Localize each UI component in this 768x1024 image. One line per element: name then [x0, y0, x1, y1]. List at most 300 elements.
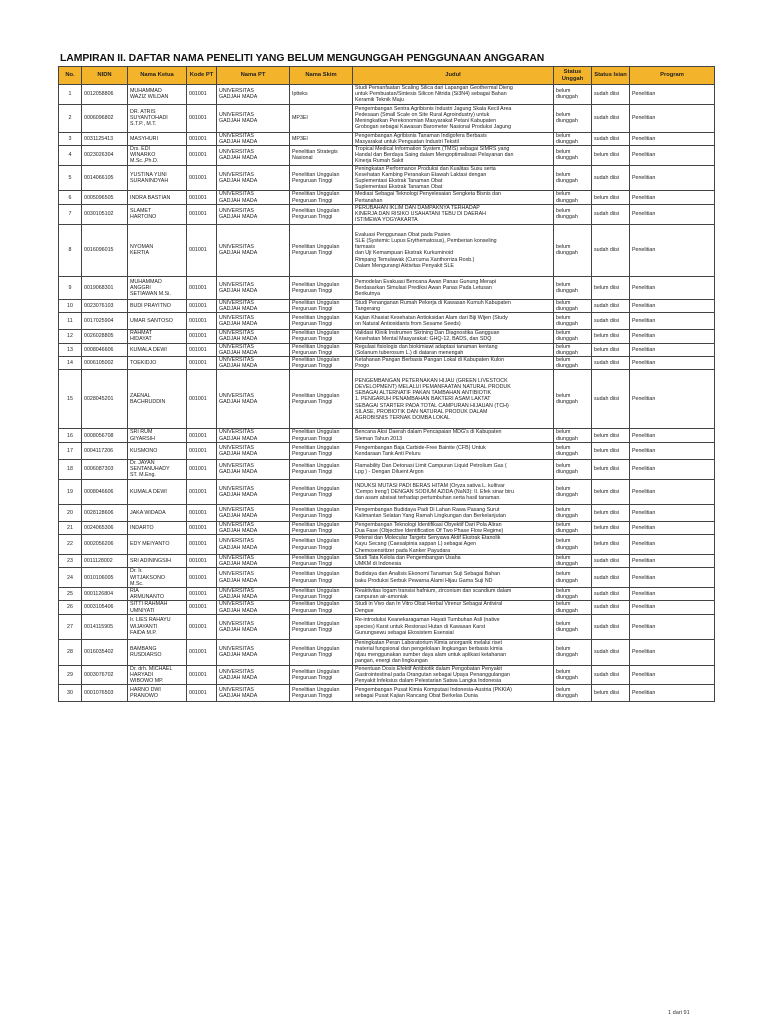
- col-header-judul: Judul: [353, 67, 554, 85]
- cell-status-unggah: [554, 357, 592, 370]
- cell-status-unggah-text: belum diunggah: [556, 620, 578, 633]
- cell-status-isian: [592, 504, 630, 521]
- cell-kode-pt-text: 001001: [189, 194, 207, 201]
- table-row: [59, 85, 715, 105]
- cell-nama-pt: [217, 568, 290, 588]
- cell-program: [630, 568, 715, 588]
- cell-nama-pt-text: UNIVERSITAS GADJAH MADA: [219, 571, 258, 584]
- cell-program-text: Penelitian: [632, 346, 656, 353]
- cell-nama-pt: [217, 330, 290, 343]
- cell-no: [59, 568, 82, 588]
- cell-status-unggah: [554, 104, 592, 132]
- cell-no: [59, 204, 82, 224]
- cell-kode-pt-text: 001001: [189, 333, 207, 340]
- cell-nama-ketua-text: DR. ATRIS SUYANTOHADI S.T.P., M.T.: [130, 108, 168, 128]
- cell-no-text: 15: [67, 396, 73, 403]
- cell-nidn-text: 0011128002: [84, 557, 113, 564]
- cell-status-unggah-text: belum diunggah: [556, 601, 578, 614]
- cell-no-text: 26: [67, 604, 73, 611]
- cell-nidn-text: 0008046606: [84, 488, 114, 495]
- cell-nama-ketua-text: UMAR SANTOSO: [130, 318, 173, 325]
- cell-status-isian-text: sudah diisi: [594, 302, 620, 309]
- cell-nidn: [82, 299, 128, 312]
- table-row: [59, 614, 715, 639]
- cell-status-unggah: [554, 685, 592, 702]
- cell-program-text: Penelitian: [632, 211, 656, 218]
- cell-nidn-text: 0031125413: [84, 135, 114, 142]
- table-row: [59, 685, 715, 702]
- cell-status-isian: [592, 554, 630, 567]
- cell-nama-ketua-text: SRI ADININGSIH: [130, 557, 171, 564]
- cell-no-text: 13: [67, 346, 73, 353]
- cell-nama-skim-text: Penelitian Unggulan Perguruan Tinggi: [292, 330, 340, 343]
- cell-nama-skim: [290, 276, 353, 299]
- cell-judul-text: Potensi dan Molecular Targets Senyawa Aktif Ekstrak Etanolik Kayu Secang (Caesalpinia sappan L) sebagai Agen Chemosensitizer pada Kanker Payudara: [355, 535, 501, 554]
- cell-program-text: Penelitian: [632, 649, 656, 656]
- cell-status-isian-text: sudah diisi: [594, 174, 620, 181]
- cell-program: [630, 614, 715, 639]
- cell-status-isian: [592, 614, 630, 639]
- table-row: [59, 535, 715, 555]
- cell-status-isian-text: belum diisi: [594, 284, 620, 291]
- cell-program-text: Penelitian: [632, 333, 656, 340]
- cell-nama-ketua: [128, 587, 187, 600]
- cell-no-text: 7: [68, 211, 72, 218]
- cell-judul: [353, 479, 554, 504]
- cell-status-unggah: [554, 535, 592, 555]
- cell-nama-pt: [217, 343, 290, 356]
- cell-nama-pt: [217, 276, 290, 299]
- cell-kode-pt: [187, 132, 217, 145]
- cell-status-isian: [592, 191, 630, 204]
- cell-status-isian: [592, 276, 630, 299]
- cell-judul: [353, 276, 554, 299]
- cell-nama-ketua: [128, 639, 187, 665]
- cell-nama-ketua: [128, 554, 187, 567]
- table-row: [59, 587, 715, 600]
- cell-nama-ketua-text: Drs. EDI WINARKO M.Sc.,Ph.D.: [130, 146, 159, 165]
- cell-nama-pt: [217, 299, 290, 312]
- cell-nama-pt-text: UNIVERSITAS GADJAH MADA: [219, 444, 258, 457]
- cell-no: [59, 614, 82, 639]
- cell-judul-text: Flamability Dan Detonasi Limit Campuran Liquid Petrolium Gas ( Lpg ) - Dengan Diluent Argon: [355, 463, 507, 476]
- cell-status-unggah-text: belum diunggah: [556, 171, 578, 185]
- cell-nama-skim-text: Penelitian Unggulan Perguruan Tinggi: [292, 554, 340, 568]
- table-row: [59, 429, 715, 442]
- cell-nama-ketua-text: RAHMAT HIDAYAT: [130, 330, 152, 343]
- cell-status-isian: [592, 104, 630, 132]
- cell-kode-pt: [187, 587, 217, 600]
- cell-no-text: 20: [67, 509, 73, 516]
- cell-nama-skim: [290, 85, 353, 105]
- cell-program: [630, 554, 715, 567]
- cell-nidn: [82, 614, 128, 639]
- table-row: [59, 224, 715, 276]
- cell-no: [59, 132, 82, 145]
- cell-judul-text: Evaluasi Penggunaan Obat pada Pasien SLE (Systemic Lupus Erythematosus), Pemberian konseling farmasis dan Uji Kemampuan Ekstrak Kurkuminoid Rimpang Temulawak (Curcuma Xanthorriza Roxb.) Dalam Mengurangi Aktivitas Penyakit SLE: [355, 231, 497, 269]
- cell-program: [630, 639, 715, 665]
- cell-no-text: 19: [67, 488, 73, 495]
- cell-nama-ketua: [128, 313, 187, 330]
- cell-no-text: 5: [68, 174, 72, 181]
- cell-status-isian-text: belum diisi: [594, 690, 620, 697]
- cell-no-text: 18: [67, 466, 73, 473]
- cell-nama-pt-text: UNIVERSITAS GADJAH MADA: [219, 506, 258, 519]
- table-row: [59, 299, 715, 312]
- table-row: [59, 601, 715, 614]
- cell-nama-pt-text: UNIVERSITAS GADJAH MADA: [219, 132, 258, 145]
- cell-nama-ketua: [128, 459, 187, 479]
- table-row: [59, 639, 715, 665]
- cell-no-text: 12: [67, 333, 73, 340]
- cell-nama-pt: [217, 521, 290, 534]
- cell-kode-pt: [187, 165, 217, 191]
- cell-nidn: [82, 165, 128, 191]
- cell-nama-pt: [217, 479, 290, 504]
- cell-nama-skim: [290, 521, 353, 534]
- cell-judul: [353, 504, 554, 521]
- cell-nama-pt-text: UNIVERSITAS GADJAH MADA: [219, 521, 258, 535]
- cell-nidn-text: 0017025904: [84, 318, 114, 325]
- cell-judul-text: Studi Pemanfaatan Scaling Silica dari Lapangan Geothermal Dieng untuk Pembuatan/Sintesis Silicon Nitrida (Si3N4) sebagai Bahan Keramik Teknik Maju: [355, 85, 513, 104]
- cell-kode-pt-text: 001001: [189, 524, 207, 531]
- cell-nama-ketua-text: MASYHURI: [130, 135, 158, 142]
- cell-nama-pt: [217, 313, 290, 330]
- cell-nama-ketua: [128, 521, 187, 534]
- cell-status-isian-text: sudah diisi: [594, 557, 620, 564]
- cell-status-unggah-text: belum diunggah: [556, 357, 578, 370]
- cell-nama-skim-text: Penelitian Unggulan Perguruan Tinggi: [292, 315, 340, 328]
- cell-no-text: 1: [68, 91, 72, 98]
- cell-nama-ketua: [128, 614, 187, 639]
- cell-no-text: 3: [68, 135, 72, 142]
- cell-nama-ketua: [128, 132, 187, 145]
- cell-status-isian-text: sudah diisi: [594, 318, 620, 325]
- cell-kode-pt: [187, 521, 217, 534]
- cell-kode-pt-text: 001001: [189, 432, 207, 439]
- cell-judul: [353, 554, 554, 567]
- page-number: 1 dari 91: [668, 1010, 690, 1016]
- cell-nama-skim: [290, 614, 353, 639]
- cell-nama-pt: [217, 504, 290, 521]
- table-row: [59, 313, 715, 330]
- cell-nidn: [82, 685, 128, 702]
- cell-nama-ketua: [128, 442, 187, 459]
- cell-nama-pt: [217, 614, 290, 639]
- cell-no-text: 4: [68, 152, 72, 159]
- cell-nama-skim-text: Penelitian Unggulan Perguruan Tinggi: [292, 244, 340, 257]
- cell-status-isian-text: belum diisi: [594, 524, 620, 531]
- cell-nama-pt: [217, 165, 290, 191]
- cell-nidn-text: 0014066105: [84, 174, 114, 181]
- cell-nidn-text: 0016035402: [84, 649, 114, 656]
- cell-nidn: [82, 639, 128, 665]
- cell-nama-skim: [290, 442, 353, 459]
- cell-no-text: 17: [67, 447, 73, 454]
- cell-judul: [353, 568, 554, 588]
- cell-judul-text: Pengembangan Sentra Agribisnis Industri Jagung Skala Kecil Area Pedesaan (Small Scale on Site Rural Agroindustry) untuk Meningkatkan Perekonomian Masyarakat Petani Kabupaten Grobogan sebagai Kawasan Barometer Nasional Produksi Jagung: [355, 105, 512, 131]
- cell-nidn: [82, 665, 128, 685]
- cell-nama-skim: [290, 685, 353, 702]
- cell-nidn-text: 0001126804: [84, 591, 114, 597]
- cell-kode-pt-text: 001001: [189, 135, 207, 142]
- cell-nama-ketua: [128, 191, 187, 204]
- cell-nama-pt: [217, 357, 290, 370]
- cell-judul: [353, 224, 554, 276]
- cell-judul-text: PENGEMBANGAN PETERNAKAN HIJAU (GREEN LIVESTOCK DEVELOPMENT) MELALUI PEMANFAATAN NATURAL PRODUK SEBAGAI ALTERNATIF PAKAN TAMBAHAN ANTIBIOTIK 1. PENGARUH PENAMBAHAN BAKTERI ASAM LAKTAT SEBAGAI STARTER PADA TOTAL CAMPURAN HIJAUAN (TCH) SILASE, PROBIOTIK DAN NATURAL PRODUK DALAM AGROBISNIS TERNAK DOMBA LOKAL: [355, 377, 511, 421]
- cell-status-isian: [592, 521, 630, 534]
- cell-kode-pt-text: 001001: [189, 302, 207, 309]
- cell-program-text: Penelitian: [632, 91, 656, 98]
- cell-judul: [353, 614, 554, 639]
- cell-nama-pt: [217, 429, 290, 442]
- cell-nidn: [82, 343, 128, 356]
- cell-program: [630, 191, 715, 204]
- col-header-nidn: NIDN: [82, 67, 128, 85]
- cell-nama-skim: [290, 370, 353, 429]
- cell-status-unggah-text: belum diunggah: [556, 149, 578, 162]
- cell-judul-text: Peningkatan Performance Produksi dan Kualitas Susu serta Kesehatan Kambing Peranakan Etawah Laktasi dengan Suplementasi Ekstrak Tanaman Obat Suplementasi Ekstrak Tanaman Obat: [355, 165, 496, 191]
- cell-program: [630, 479, 715, 504]
- cell-judul-text: Mediasi Sebagai Teknologi Penyelesaian Sengketa Bisnis dan Pertanahan: [355, 191, 501, 204]
- cell-status-isian-text: belum diisi: [594, 541, 620, 548]
- cell-program: [630, 504, 715, 521]
- cell-nidn-text: 0024065306: [84, 524, 114, 531]
- cell-nidn: [82, 587, 128, 600]
- cell-no-text: 6: [68, 194, 72, 201]
- cell-nama-skim: [290, 343, 353, 356]
- cell-nidn: [82, 504, 128, 521]
- cell-no: [59, 85, 82, 105]
- cell-program: [630, 165, 715, 191]
- cell-nama-ketua: [128, 504, 187, 521]
- cell-nama-skim: [290, 587, 353, 600]
- cell-nama-pt-text: UNIVERSITAS GADJAH MADA: [219, 686, 258, 700]
- cell-status-unggah-text: belum diunggah: [556, 521, 578, 535]
- page-title: LAMPIRAN II. DAFTAR NAMA PENELITI YANG BELUM MENGUNGGAH PENGGUNAAN ANGGARAN: [60, 53, 545, 64]
- cell-no: [59, 601, 82, 614]
- cell-nama-skim: [290, 504, 353, 521]
- cell-nidn-text: 0026028805: [84, 333, 114, 340]
- cell-status-unggah: [554, 343, 592, 356]
- cell-nidn-text: 0006096802: [84, 115, 114, 121]
- cell-judul-text: Regulasi fisiologis dan biokimiawi adaptasi tanaman kentang (Solanum tuberosum L.) di dataran menengah: [355, 343, 498, 356]
- cell-kode-pt-text: 001001: [189, 346, 207, 353]
- cell-nama-pt-text: UNIVERSITAS GADJAH MADA: [219, 281, 258, 294]
- cell-program-text: Penelitian: [632, 174, 656, 181]
- table-row: [59, 357, 715, 370]
- cell-nama-pt: [217, 204, 290, 224]
- cell-nidn-text: 0014115905: [84, 623, 114, 630]
- cell-status-isian: [592, 665, 630, 685]
- cell-kode-pt: [187, 535, 217, 555]
- cell-nama-skim: [290, 330, 353, 343]
- cell-status-unggah-text: belum diunggah: [556, 587, 578, 601]
- cell-status-unggah: [554, 614, 592, 639]
- cell-program: [630, 429, 715, 442]
- table-row: [59, 554, 715, 567]
- col-header-nama-pt: Nama PT: [217, 67, 290, 85]
- cell-program: [630, 299, 715, 312]
- cell-program-text: Penelitian: [632, 396, 656, 403]
- cell-nama-ketua: [128, 665, 187, 685]
- cell-no: [59, 104, 82, 132]
- cell-nama-skim-text: Penelitian Unggulan Perguruan Tinggi: [292, 357, 340, 370]
- col-header-no: No.: [59, 67, 82, 85]
- cell-kode-pt-text: 001001: [189, 541, 207, 548]
- cell-program-text: Penelitian: [632, 115, 656, 121]
- cell-nama-ketua-text: Ir. LIES RAHAYU WIJAYANTI FAIDA M.P.: [130, 617, 171, 636]
- cell-program: [630, 330, 715, 343]
- cell-kode-pt: [187, 601, 217, 614]
- cell-no-text: 27: [67, 623, 73, 630]
- cell-kode-pt: [187, 204, 217, 224]
- cell-status-unggah: [554, 132, 592, 145]
- cell-nidn-text: 0003105406: [84, 604, 114, 611]
- cell-judul-text: Bencana Aksi Daerah dalam Pencapaian MDG's di Kabupaten Sleman Tahun 2013: [355, 429, 502, 442]
- cell-status-unggah: [554, 313, 592, 330]
- cell-program: [630, 204, 715, 224]
- cell-nama-ketua: [128, 85, 187, 105]
- cell-judul: [353, 204, 554, 224]
- cell-kode-pt-text: 001001: [189, 488, 207, 495]
- cell-program-text: Penelitian: [632, 591, 656, 597]
- cell-no: [59, 343, 82, 356]
- cell-status-isian-text: belum diisi: [594, 432, 620, 439]
- cell-program: [630, 104, 715, 132]
- cell-no: [59, 479, 82, 504]
- cell-no: [59, 554, 82, 567]
- table-row: [59, 370, 715, 429]
- cell-program: [630, 442, 715, 459]
- cell-status-isian-text: sudah diisi: [594, 649, 620, 656]
- cell-kode-pt: [187, 639, 217, 665]
- cell-nidn: [82, 204, 128, 224]
- cell-nama-skim-text: Penelitian Unggulan Perguruan Tinggi: [292, 463, 340, 476]
- cell-nama-ketua-text: EDY MEIYANTO: [130, 541, 170, 548]
- cell-nama-pt-text: UNIVERSITAS GADJAH MADA: [219, 463, 258, 476]
- col-header-status-isian: Status Isian: [592, 67, 630, 85]
- cell-nama-ketua-text: SRI RUM GIYARSIH: [130, 429, 155, 442]
- cell-nama-ketua-text: TOEKIDJO: [130, 360, 157, 367]
- cell-kode-pt-text: 001001: [189, 174, 207, 181]
- cell-status-isian-text: sudah diisi: [594, 574, 620, 581]
- cell-judul-text: Ketahanan Pangan Berbasis Pangan Lokal di Kabupaten Kulon Progo: [355, 357, 505, 370]
- cell-nidn-text: 0004117206: [84, 447, 114, 454]
- cell-nama-ketua-text: ZAENAL BACHRUDDIN: [130, 393, 166, 406]
- cell-nama-pt: [217, 132, 290, 145]
- cell-nidn-text: 0001076503: [84, 690, 114, 697]
- cell-judul-text: Validasi Klinik Instrumen Skrining Dan Diagnostika Gangguan Kesehatan Mental Masyarakat: GHQ-12, BADS, dan SDQ: [355, 330, 500, 343]
- cell-status-unggah-text: belum diunggah: [556, 343, 578, 356]
- cell-status-unggah-text: belum diunggah: [556, 244, 578, 257]
- cell-status-isian: [592, 535, 630, 555]
- cell-judul: [353, 165, 554, 191]
- cell-status-unggah-text: belum diunggah: [556, 668, 578, 681]
- cell-no-text: 25: [67, 591, 73, 597]
- cell-nama-skim-text: Penelitian Unggulan Perguruan Tinggi: [292, 299, 340, 313]
- cell-nama-skim-text: Penelitian Unggulan Perguruan Tinggi: [292, 444, 340, 457]
- cell-nama-skim: [290, 165, 353, 191]
- cell-judul: [353, 521, 554, 534]
- cell-nama-ketua: [128, 146, 187, 166]
- cell-status-isian-text: belum diisi: [594, 447, 620, 454]
- cell-judul: [353, 685, 554, 702]
- cell-judul: [353, 146, 554, 166]
- cell-nama-ketua: [128, 224, 187, 276]
- cell-nama-pt-text: UNIVERSITAS GADJAH MADA: [219, 343, 258, 356]
- cell-no: [59, 165, 82, 191]
- cell-kode-pt: [187, 146, 217, 166]
- cell-nama-ketua: [128, 299, 187, 312]
- table-row: [59, 521, 715, 534]
- cell-program: [630, 521, 715, 534]
- cell-status-isian: [592, 224, 630, 276]
- cell-status-unggah: [554, 665, 592, 685]
- cell-status-isian: [592, 479, 630, 504]
- cell-judul-text: Tropical Medical Information System (TMIS) sebagai SIMRS yang Handal dan Berdaya Saing dalam Mengoptimalisasi Pelayanan dan Kinerja Rumah Sakit: [355, 146, 514, 165]
- cell-nama-pt-text: UNIVERSITAS GADJAH MADA: [219, 393, 258, 406]
- cell-no: [59, 276, 82, 299]
- table-row: [59, 504, 715, 521]
- cell-nidn-text: 0002056206: [84, 541, 114, 548]
- cell-judul-text: Studi Tata Kelola dan Pengembangan Usaha UMKM di Indonesia: [355, 554, 461, 568]
- cell-nama-pt-text: UNIVERSITAS GADJAH MADA: [219, 208, 258, 221]
- cell-judul-text: Pengembangan Baja Carbide-Free Bainite (CFB) Untuk Kendaraan Tank Anti Peluru: [355, 444, 486, 457]
- cell-nidn: [82, 459, 128, 479]
- cell-judul-text: Peningkatan Peran Laboratorium Kimia anorganik melalui riset material fungsional dan pengelolaan lingkungan berbasis kimia hijau menggunakan sumber daya alam untuk aplikasi ketahanan pangan, energi dan lingkungan: [355, 639, 507, 665]
- cell-nama-pt-text: UNIVERSITAS GADJAH MADA: [219, 429, 258, 442]
- cell-status-unggah-text: belum diunggah: [556, 393, 578, 406]
- cell-nama-ketua-text: NYOMAN KERTIA: [130, 244, 154, 257]
- cell-judul-text: Pengembangan Agribisnis Tanaman Indigofera Berbasis Masyarakat untuk Penguatan Industri Tekstil: [355, 132, 487, 145]
- cell-nama-ketua-text: Dr. Ir. WITJAKSONO M.Sc.: [130, 568, 166, 587]
- cell-nama-skim-text: Penelitian Unggulan Perguruan Tinggi: [292, 686, 340, 700]
- cell-nama-skim-text: Penelitian Unggulan Perguruan Tinggi: [292, 538, 340, 551]
- cell-no: [59, 521, 82, 534]
- cell-nama-pt-text: UNIVERSITAS GADJAH MADA: [219, 554, 258, 568]
- cell-status-unggah: [554, 521, 592, 534]
- cell-status-unggah-text: belum diunggah: [556, 506, 578, 519]
- cell-nama-pt-text: UNIVERSITAS GADJAH MADA: [219, 244, 258, 257]
- cell-status-isian-text: sudah diisi: [594, 91, 620, 98]
- cell-status-unggah: [554, 146, 592, 166]
- cell-nama-ketua: [128, 370, 187, 429]
- cell-nama-ketua-text: BUDI PRAYITNO: [130, 302, 171, 309]
- cell-program-text: Penelitian: [632, 574, 656, 581]
- col-header-nama-skim: Nama Skim: [290, 67, 353, 85]
- cell-nama-pt-text: UNIVERSITAS GADJAH MADA: [219, 538, 258, 551]
- cell-nama-skim: [290, 104, 353, 132]
- cell-judul: [353, 357, 554, 370]
- cell-nidn: [82, 132, 128, 145]
- table-row: [59, 665, 715, 685]
- cell-judul-text: Pengembangan Budidaya Padi Di Lahan Rawa Pasang Surut Kalimantan Selatan Yang Ramah Lingkungan dan Berkelanjutan: [355, 506, 506, 519]
- cell-nama-pt-text: UNIVERSITAS GADJAH MADA: [219, 587, 258, 601]
- cell-nama-skim-text: Iptteks: [292, 91, 308, 98]
- cell-kode-pt: [187, 568, 217, 588]
- cell-nama-ketua-text: RIA ARMUNANTO: [130, 587, 165, 601]
- cell-status-unggah: [554, 191, 592, 204]
- cell-program: [630, 276, 715, 299]
- table-row: [59, 132, 715, 145]
- cell-nidn: [82, 568, 128, 588]
- cell-nama-skim: [290, 665, 353, 685]
- cell-status-unggah-text: belum diunggah: [556, 444, 578, 457]
- cell-status-unggah-text: belum diunggah: [556, 299, 578, 313]
- cell-nama-ketua: [128, 204, 187, 224]
- cell-kode-pt: [187, 429, 217, 442]
